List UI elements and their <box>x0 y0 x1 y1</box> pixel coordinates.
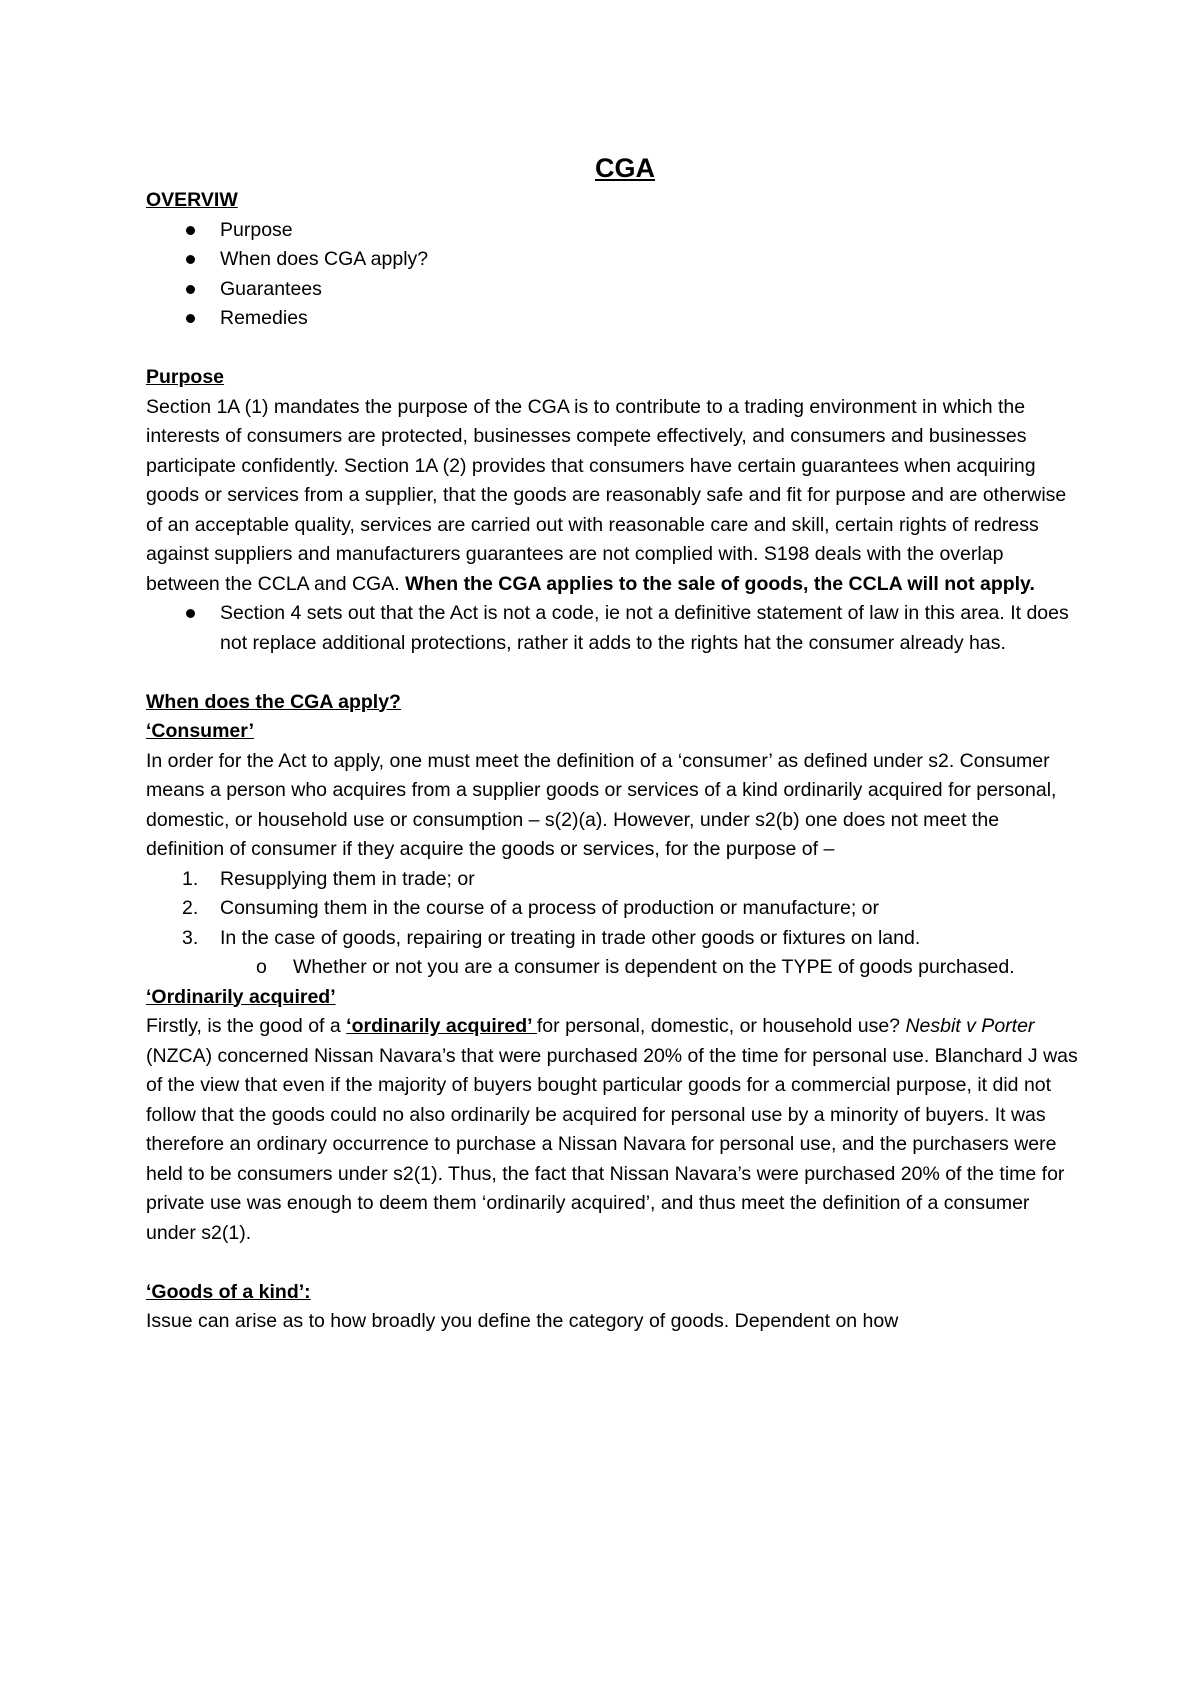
list-item: Remedies <box>146 304 1080 334</box>
apply-heading: When does the CGA apply? <box>146 690 401 713</box>
purpose-bold-text: When the CGA applies to the sale of goods, the CCLA will not apply. <box>405 572 1035 595</box>
purpose-paragraph <box>146 393 1080 600</box>
ordinarily-acquired-term: ‘ordinarily acquired’ <box>346 1015 537 1037</box>
overview-list <box>146 216 1080 334</box>
purpose-heading: Purpose <box>146 366 225 388</box>
list-number: 3. <box>182 926 199 949</box>
list-item: Purpose <box>146 216 1080 246</box>
list-number: 1. <box>182 867 199 890</box>
purpose-text: Section 1A (1) mandates the purpose of the CGA is to contribute to a trading environment in which the interests of consumers are protected, businesses compete effectively, and consumers and businesses participate confidently. Section 1A (2) provides that consumers have certain guarantees when acquiring goods or services from a supplier, that the goods are reasonably safe and fit for purpose and are otherwise of an acceptable quality, services are carried out with reasonable care and skill, certain rights of redress against suppliers and manufacturers guarantees are not complied with. S198 deals with the overlap between the CCLA and CGA. <box>146 395 1067 595</box>
list-item: 3. In the case of goods, repairing or treating in trade other goods or fixtures on land. <box>146 924 1080 954</box>
list-item: When does CGA apply? <box>146 245 1080 275</box>
document-title: CGA <box>595 153 655 183</box>
list-item: 2. Consuming them in the course of a process of production or manufacture; or <box>146 894 1080 924</box>
list-item: 1. Resupplying them in trade; or <box>146 865 1080 895</box>
case-name: Nesbit v Porter <box>905 1015 1035 1037</box>
goods-of-a-kind-heading: ‘Goods of a kind’: <box>146 1280 311 1303</box>
list-number: 2. <box>182 897 199 919</box>
consumer-heading: ‘Consumer’ <box>146 720 254 742</box>
purpose-exclusion-list <box>146 865 1080 954</box>
ordinarily-acquired-paragraph: Firstly, is the good of a ‘ordinarily acquired’ for personal, domestic, or household use? Nesbit v Porter (NZCA) concerned Nissan Navara’s that were purchased 20% of the time for personal use. Blanchard J was of the view that even if the majority of buyers bought particular goods for a commercial purpose, it did not follow that the goods could no also ordinarily be acquired for personal use by a minority of buyers. It was therefore an ordinary occurrence to purchase a Nissan Navara for personal use, and the purchasers were held to be consumers under s2(1). Thus, the fact that Nissan Navara’s were purchased 20% of the time for private use was enough to deem them ‘ordinarily acquired’, and thus meet the definition of a consumer under s2(1). <box>146 1015 1078 1244</box>
goods-of-a-kind-paragraph: Issue can arise as to how broadly you define the category of goods. Dependent on how <box>146 1310 899 1332</box>
sub-bullet-marker: o <box>256 956 267 978</box>
list-item: Section 4 sets out that the Act is not a code, ie not a definitive statement of law in this area. It does not replace additional protections, rather it adds to the rights hat the consumer already has. <box>146 599 1080 658</box>
sub-list <box>146 953 1080 983</box>
list-item: o Whether or not you are a consumer is dependent on the TYPE of goods purchased. <box>146 953 1080 983</box>
list-item: Guarantees <box>146 275 1080 305</box>
consumer-paragraph: In order for the Act to apply, one must meet the definition of a ‘consumer’ as defined under s2. Consumer means a person who acquires from a supplier goods or services of a kind ordinarily acquired for personal, domestic, or household use or consumption – s(2)(a). However, under s2(b) one does not meet the definition of consumer if they acquire the goods or services, for the purpose of – <box>146 749 1057 860</box>
ordinarily-acquired-heading: ‘Ordinarily acquired’ <box>146 985 336 1008</box>
purpose-bullets <box>146 599 1080 658</box>
overview-heading: OVERVIW <box>146 189 238 211</box>
